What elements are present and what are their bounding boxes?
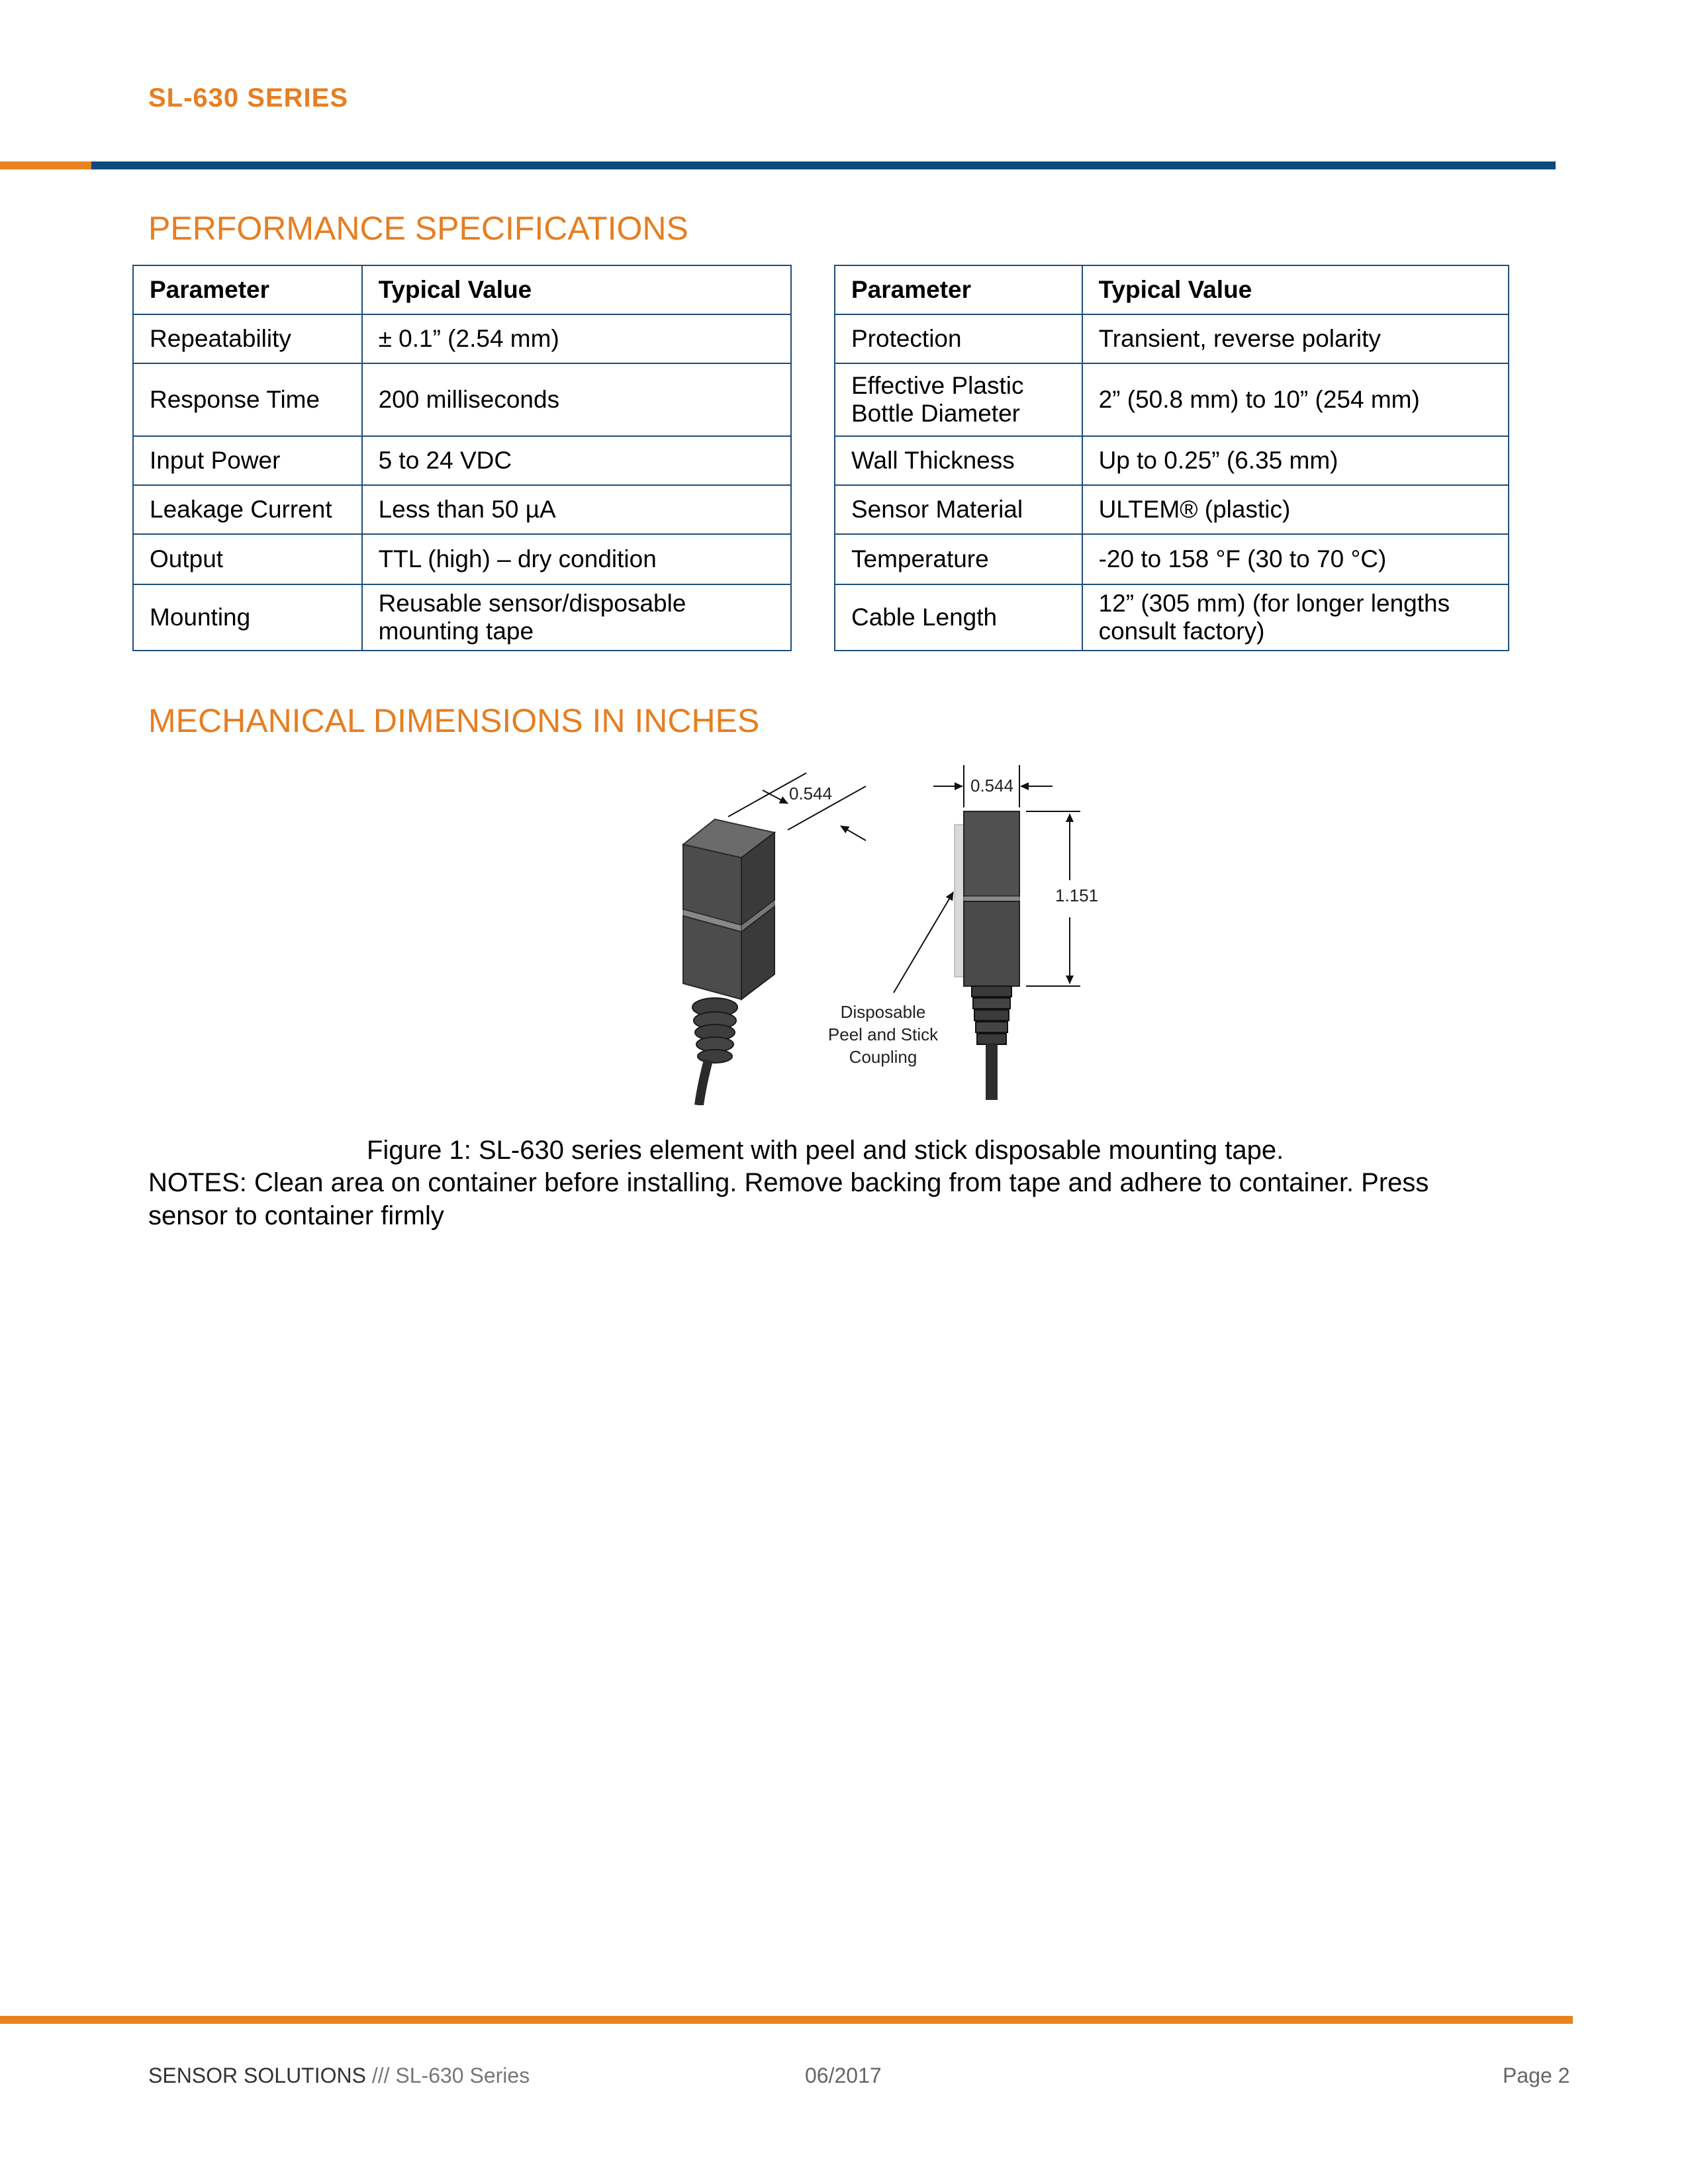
parameter-cell: Sensor Material: [835, 485, 1082, 534]
table-row: [133, 534, 791, 584]
header-rule-accent: [0, 161, 91, 169]
table-row: [835, 485, 1509, 534]
column-header-typical-value: Typical Value: [1082, 265, 1509, 314]
footer-company: [148, 2064, 530, 2088]
footer-page-number: Page 2: [1503, 2064, 1570, 2087]
callout-coupling: [828, 892, 953, 1067]
parameter-cell: Temperature: [835, 534, 1082, 584]
value-cell: -20 to 158 °F (30 to 70 °C): [1082, 534, 1509, 584]
spec-table-left: [132, 265, 792, 651]
value-cell: 12” (305 mm) (for longer lengths consult factory): [1082, 584, 1509, 651]
value-cell: Less than 50 µA: [362, 485, 791, 534]
dimension-label-height: 1.151: [1055, 886, 1099, 905]
parameter-cell: Wall Thickness: [835, 436, 1082, 485]
table-header-row: [133, 265, 791, 314]
column-header-typical-value: Typical Value: [362, 265, 791, 314]
parameter-cell: Leakage Current: [133, 485, 362, 534]
table-row: [133, 436, 791, 485]
value-cell: 200 milliseconds: [362, 363, 791, 436]
dimension-width-side: [933, 765, 1053, 807]
parameter-cell: Response Time: [133, 363, 362, 436]
footer-separator: ///: [371, 2064, 390, 2087]
value-cell: ULTEM® (plastic): [1082, 485, 1509, 534]
dimension-height: [1026, 811, 1098, 986]
footer-series: SL-630 Series: [395, 2064, 530, 2087]
callout-line-1: Disposable: [840, 1002, 926, 1022]
value-cell: 2” (50.8 mm) to 10” (254 mm): [1082, 363, 1509, 436]
callout-line-3: Coupling: [849, 1047, 917, 1067]
table-row: [133, 584, 791, 651]
table-row: [133, 314, 791, 363]
parameter-cell: Output: [133, 534, 362, 584]
footer-rule: [0, 2016, 1573, 2024]
value-cell: TTL (high) – dry condition: [362, 534, 791, 584]
figure-caption: Figure 1: SL-630 series element with peel and stick disposable mounting tape.: [367, 1136, 1284, 1165]
table-row: [133, 363, 791, 436]
value-cell: ± 0.1” (2.54 mm): [362, 314, 791, 363]
series-title: SL-630 SERIES: [148, 83, 349, 113]
table-row: [835, 363, 1509, 436]
sensor-3d-view: [683, 819, 774, 1105]
dimension-label-width-front: 0.544: [789, 784, 833, 803]
value-cell: 5 to 24 VDC: [362, 436, 791, 485]
parameter-cell: Input Power: [133, 436, 362, 485]
parameter-cell: Mounting: [133, 584, 362, 651]
installation-notes: NOTES: Clean area on container before installing. Remove backing from tape and adhere to container. Press sensor to container firmly: [148, 1168, 1429, 1230]
header-rule: [91, 161, 1556, 169]
footer-company-name: SENSOR SOLUTIONS: [148, 2064, 366, 2087]
dimension-label-width-side: 0.544: [970, 776, 1014, 796]
footer-date: 06/2017: [805, 2064, 882, 2087]
value-cell: Up to 0.25” (6.35 mm): [1082, 436, 1509, 485]
callout-line-2: Peel and Stick: [827, 1024, 939, 1044]
value-cell: Reusable sensor/disposable mounting tape: [362, 584, 791, 651]
table-row: [835, 436, 1509, 485]
sensor-side-view: [955, 811, 1019, 1100]
table-row: [835, 534, 1509, 584]
parameter-cell: Cable Length: [835, 584, 1082, 651]
parameter-cell: Effective Plastic Bottle Diameter: [835, 363, 1082, 436]
column-header-parameter: Parameter: [133, 265, 362, 314]
column-header-parameter: Parameter: [835, 265, 1082, 314]
value-cell: Transient, reverse polarity: [1082, 314, 1509, 363]
spec-table-right: [834, 265, 1509, 651]
table-row: [133, 485, 791, 534]
table-row: [835, 314, 1509, 363]
table-row: [835, 584, 1509, 651]
parameter-cell: Repeatability: [133, 314, 362, 363]
mechanical-heading: MECHANICAL DIMENSIONS IN INCHES: [148, 702, 760, 739]
table-header-row: [835, 265, 1509, 314]
performance-heading: PERFORMANCE SPECIFICATIONS: [148, 210, 688, 247]
parameter-cell: Protection: [835, 314, 1082, 363]
sensor-drawing: [503, 761, 1178, 1105]
